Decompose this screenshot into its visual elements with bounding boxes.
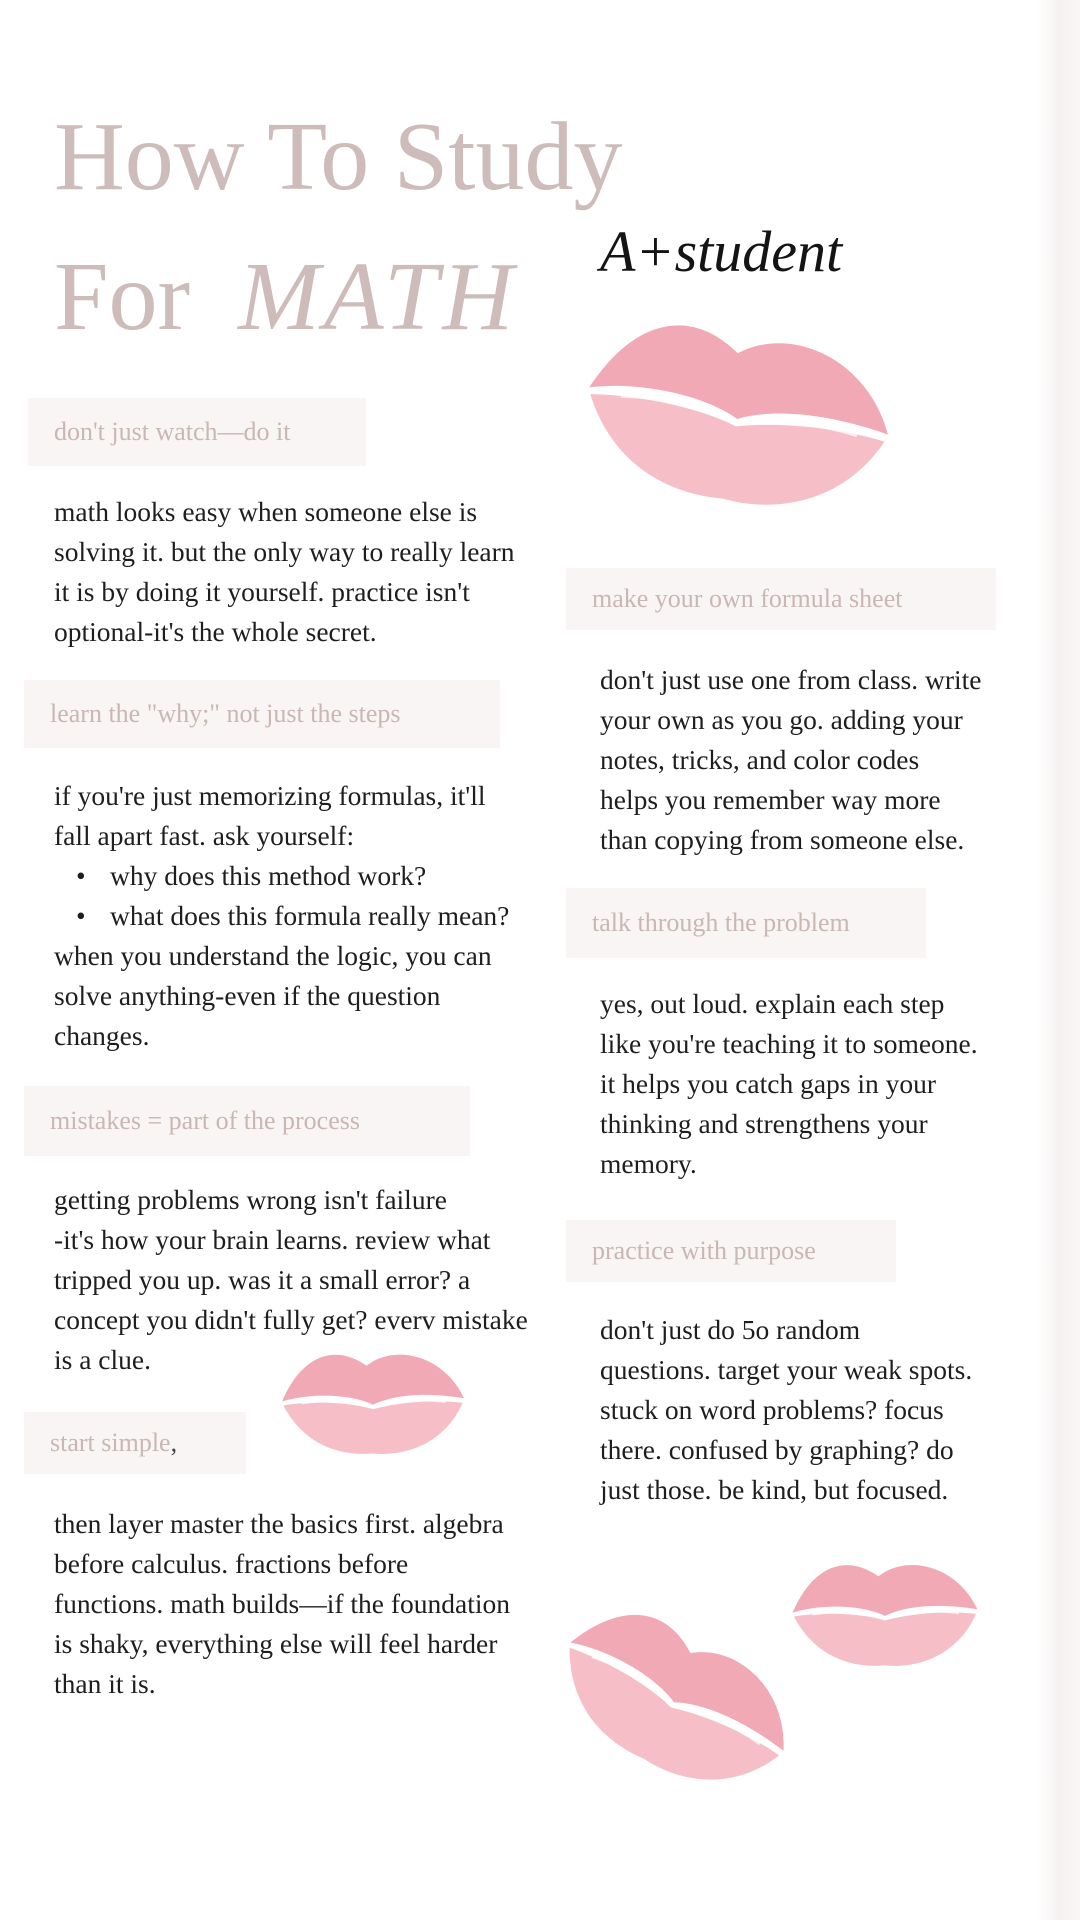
body-line: stuck on word problems? focus — [600, 1394, 944, 1425]
body-line: it is by doing it yourself. practice isn't — [54, 576, 470, 607]
bullet-dot-icon: • — [76, 860, 86, 891]
body-line: yes, out loud. explain each step — [600, 988, 945, 1019]
section-body-formula — [600, 660, 981, 860]
bullet-dot-icon: • — [76, 900, 86, 931]
body-line: than copying from someone else. — [600, 824, 965, 855]
section-body-simple — [54, 1504, 510, 1704]
section-body-do-it — [54, 492, 515, 652]
section-heading-simple — [24, 1412, 246, 1474]
body-line: changes. — [54, 1020, 150, 1051]
body-line: don't just do 5o random — [600, 1314, 861, 1345]
body-line: helps you remember way more — [600, 784, 941, 815]
body-line: when you understand the logic, you can — [54, 940, 492, 971]
body-line: then layer master the basics first. algebra — [54, 1508, 504, 1539]
body-line: is a clue. — [54, 1344, 151, 1375]
body-line: before calculus. fractions before — [54, 1548, 409, 1579]
bullet-text: what does this formula really mean? — [110, 900, 510, 931]
body-line: solving it. but the only way to really learn — [54, 536, 515, 567]
section-body-why — [54, 776, 509, 1056]
body-line: questions. target your weak spots. — [600, 1354, 973, 1385]
section-heading-purpose — [566, 1220, 896, 1282]
body-line: don't just use one from class. write — [600, 664, 982, 695]
section-heading-do-it — [28, 398, 366, 466]
lips-kiss-icon — [780, 1540, 990, 1672]
section-heading-mistakes — [24, 1086, 470, 1156]
body-line: solve anything-even if the question — [54, 980, 441, 1011]
body-line: optional-it's the whole secret. — [54, 616, 377, 647]
body-line: if you're just memorizing formulas, it'll — [54, 780, 486, 811]
bullet-item — [54, 896, 509, 936]
heading-text: start simple — [50, 1428, 171, 1457]
tagline-a-plus-student: A+student — [600, 219, 843, 284]
body-line: -it's how your brain learns. review what — [54, 1224, 491, 1255]
section-body-talk — [600, 984, 978, 1184]
heading-text: don't just watch—do it — [54, 417, 291, 446]
section-body-purpose — [600, 1310, 972, 1510]
heading-text: practice with purpose — [592, 1236, 816, 1265]
body-line: thinking and strengthens your — [600, 1108, 928, 1139]
body-line: functions. math builds—if the foundation — [54, 1588, 510, 1619]
section-heading-formula — [566, 568, 996, 630]
body-line: is shaky, everything else will feel harder — [54, 1628, 498, 1659]
title-prefix: For — [54, 243, 191, 351]
body-line: there. confused by graphing? do — [600, 1434, 954, 1465]
body-line: like you're teaching it to someone. — [600, 1028, 978, 1059]
section-body-mistakes — [54, 1180, 528, 1380]
bullet-item — [54, 856, 509, 896]
page-title-line-1 — [54, 103, 623, 211]
body-line: your own as you go. adding your — [600, 704, 963, 735]
title-emphasis-math: MATH — [238, 243, 518, 351]
body-line: fall apart fast. ask yourself: — [54, 820, 355, 851]
lips-kiss-icon — [578, 292, 902, 514]
heading-suffix: , — [170, 1428, 178, 1457]
body-line: memory. — [600, 1148, 697, 1179]
heading-text: learn the "why;" not just the steps — [50, 699, 401, 728]
page-title-line-2 — [54, 243, 518, 351]
body-line: just those. be kind, but focused. — [600, 1474, 949, 1505]
body-line: concept you didn't fully get? everv mistake — [54, 1304, 528, 1335]
heading-text: make your own formula sheet — [592, 584, 903, 613]
section-heading-why — [24, 680, 500, 748]
body-line: math looks easy when someone else is — [54, 496, 478, 527]
body-line: getting problems wrong isn't failure — [54, 1184, 447, 1215]
body-line: than it is. — [54, 1668, 156, 1699]
heading-text: talk through the problem — [592, 908, 850, 937]
title-text: How To Study — [54, 103, 623, 211]
body-line: it helps you catch gaps in your — [600, 1068, 937, 1099]
bullet-text: why does this method work? — [110, 860, 427, 891]
lips-kiss-icon — [552, 1598, 808, 1784]
body-line: notes, tricks, and color codes — [600, 744, 920, 775]
heading-text: mistakes = part of the process — [50, 1106, 360, 1135]
body-line: tripped you up. was it a small error? a — [54, 1264, 471, 1295]
section-heading-talk — [566, 888, 926, 958]
